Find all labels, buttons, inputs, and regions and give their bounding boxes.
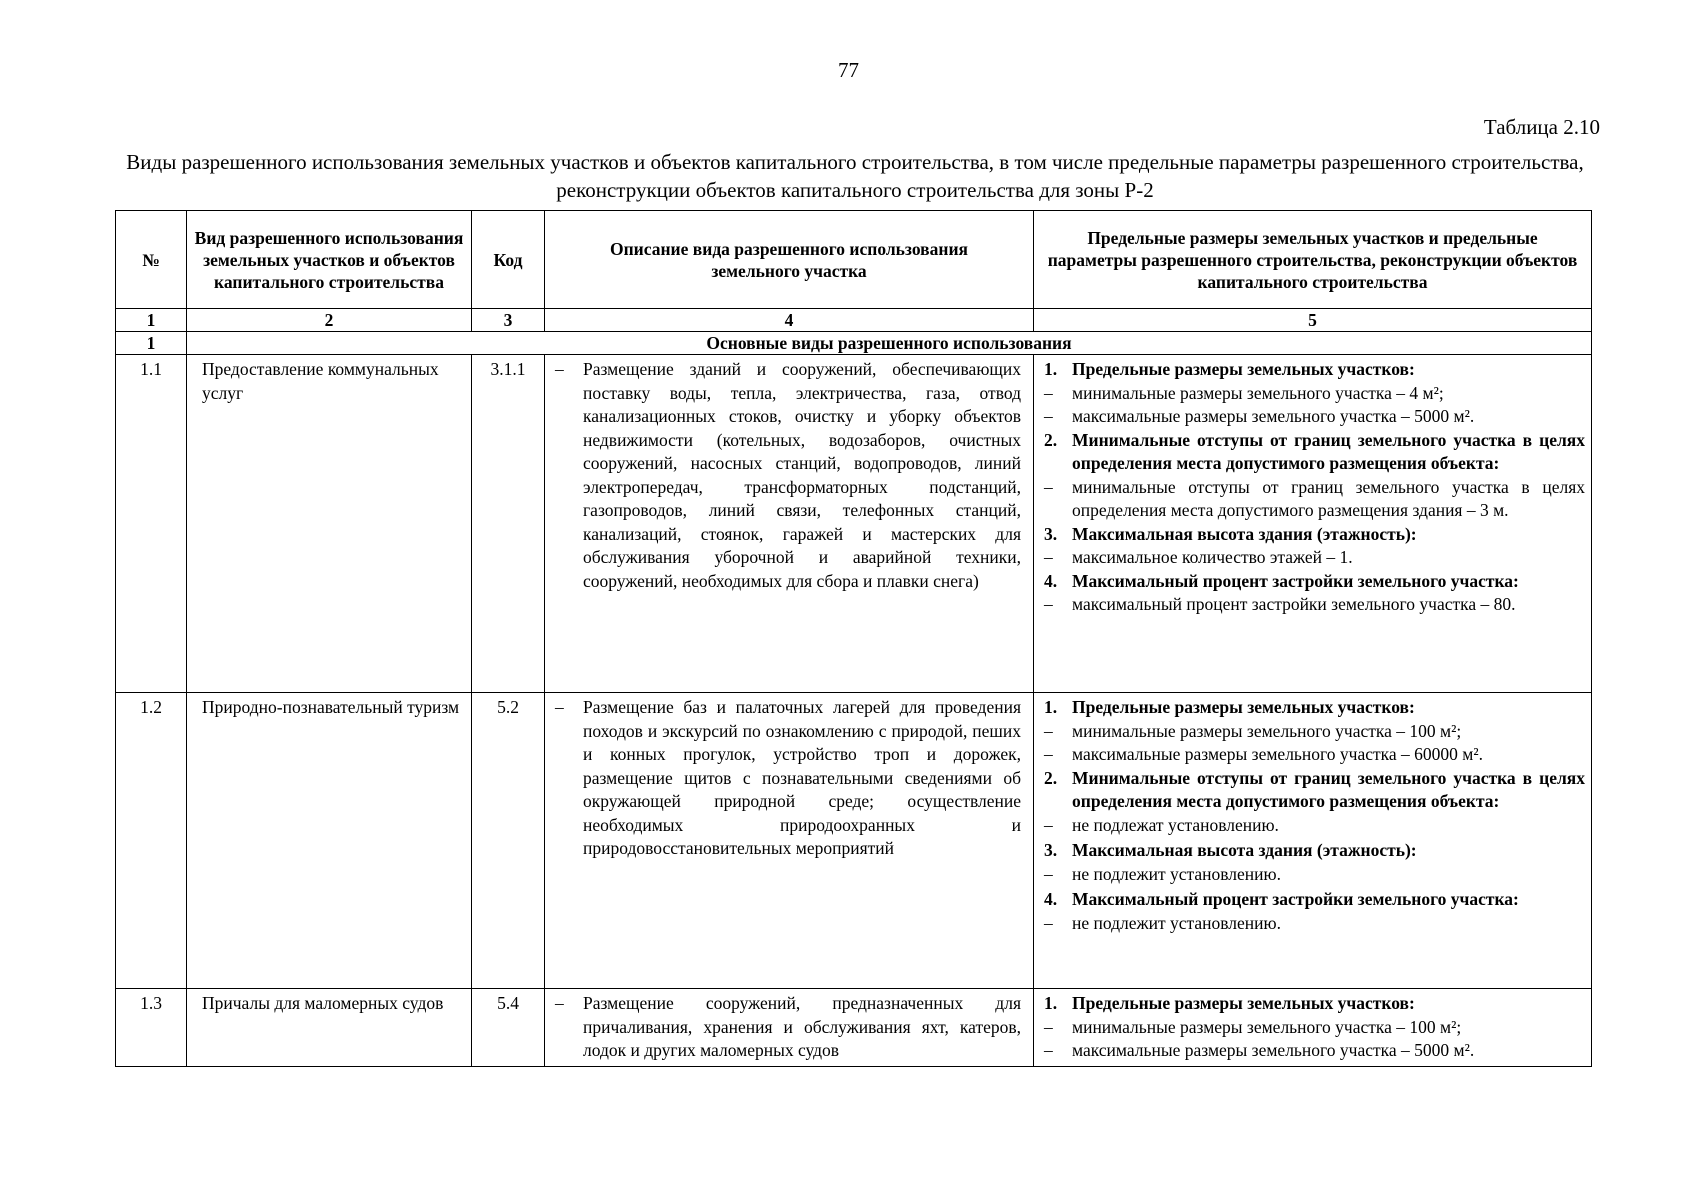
table-row: [116, 355, 1592, 693]
param-item: минимальные размеры земельного участка – 100 м²;: [1072, 720, 1462, 741]
row-description: [545, 693, 1034, 989]
table-row: [116, 693, 1592, 989]
param-heading: Максимальная высота здания (этажность):: [1072, 523, 1417, 544]
param-number: 1.: [1044, 359, 1058, 379]
section-number: 1: [116, 332, 187, 355]
header-params: Предельные размеры земельных участков и предельные параметры разрешенного строительства, реконструкции объектов капитального строительства: [1034, 211, 1592, 309]
header-row: [116, 211, 1592, 309]
row-description: [545, 355, 1034, 693]
param-item: максимальный процент застройки земельного участка – 80.: [1072, 594, 1516, 614]
dash-bullet: –: [555, 697, 564, 717]
param-heading: Предельные размеры земельных участков:: [1072, 993, 1415, 1013]
dash-bullet: –: [555, 993, 564, 1013]
row-number: 1.3: [116, 989, 187, 1067]
row-parameters: [1034, 693, 1592, 989]
param-item: не подлежит установлению.: [1072, 863, 1281, 884]
dash-bullet: –: [1044, 1016, 1053, 1037]
dash-bullet: –: [1044, 406, 1053, 426]
param-item: минимальные размеры земельного участка – 100 м²;: [1072, 1016, 1462, 1037]
param-heading: Максимальная высота здания (этажность):: [1072, 840, 1417, 860]
header-name: Вид разрешенного использования земельных участков и объектов капитального строительства: [187, 211, 472, 309]
dash-bullet: –: [1044, 814, 1053, 835]
col-number: 4: [545, 309, 1034, 332]
param-item: не подлежат установлению.: [1072, 814, 1279, 835]
column-number-row: [116, 309, 1592, 332]
param-item: минимальные отступы от границ земельного участка в целях определения места допустимого размещения здания – 3 м.: [1072, 476, 1585, 520]
param-number: 4.: [1044, 570, 1058, 591]
row-code: 5.4: [472, 989, 545, 1067]
row-name: Причалы для маломерных судов: [187, 989, 472, 1067]
param-number: 3.: [1044, 840, 1058, 860]
param-number: 1.: [1044, 993, 1058, 1013]
section-row: [116, 332, 1592, 355]
dash-bullet: –: [1044, 744, 1053, 764]
dash-bullet: –: [1044, 547, 1053, 567]
param-heading: Минимальные отступы от границ земельного участка в целях определения места допустимого размещения объекта:: [1072, 767, 1585, 811]
dash-bullet: –: [1044, 476, 1053, 497]
param-item: максимальные размеры земельного участка – 5000 м².: [1072, 406, 1475, 426]
col-number: 5: [1034, 309, 1592, 332]
row-description: [545, 989, 1034, 1067]
description-text: Размещение баз и палаточных лагерей для проведения походов и экскурсий по ознакомлению с природой, пеших и конных прогулок, устройство троп и дорожек, размещение щитов с познавательными сведениями об окружающей природной среде; осуществление необходимых природоохранных и природовосстановительных мероприятий: [583, 697, 1021, 858]
dash-bullet: –: [1044, 912, 1053, 933]
param-heading: Максимальный процент застройки земельного участка:: [1072, 889, 1519, 909]
param-heading: Предельные размеры земельных участков:: [1072, 359, 1415, 379]
col-number: 1: [116, 309, 187, 332]
dash-bullet: –: [555, 359, 564, 379]
col-number: 2: [187, 309, 472, 332]
param-item: максимальные размеры земельного участка – 5000 м².: [1072, 1040, 1475, 1060]
dash-bullet: –: [1044, 594, 1053, 614]
zoning-table: [115, 210, 1592, 1067]
param-number: 2.: [1044, 429, 1058, 450]
param-item: максимальные размеры земельного участка – 60000 м².: [1072, 744, 1483, 764]
row-number: 1.2: [116, 693, 187, 989]
param-heading: Минимальные отступы от границ земельного участка в целях определения места допустимого размещения объекта:: [1072, 429, 1585, 473]
description-text: Размещение сооружений, предназначенных для причаливания, хранения и обслуживания яхт, катеров, лодок и других маломерных судов: [583, 993, 1021, 1060]
row-code: 5.2: [472, 693, 545, 989]
param-number: 3.: [1044, 523, 1058, 544]
page-number: 77: [838, 58, 859, 82]
row-number: 1.1: [116, 355, 187, 693]
param-item: максимальное количество этажей – 1.: [1072, 547, 1353, 567]
dash-bullet: –: [1044, 720, 1053, 741]
row-parameters: [1034, 355, 1592, 693]
param-item: не подлежит установлению.: [1072, 912, 1281, 933]
dash-bullet: –: [1044, 863, 1053, 884]
row-code: 3.1.1: [472, 355, 545, 693]
param-heading: Предельные размеры земельных участков:: [1072, 697, 1415, 717]
table-label: Таблица 2.10: [1483, 115, 1600, 139]
param-heading: Максимальный процент застройки земельного участка:: [1072, 570, 1519, 591]
table-caption: Виды разрешенного использования земельных участков и объектов капитального строительства, в том числе предельные параметры разрешенного строительства, реконструкции объектов капитального строительства для зоны Р-2: [126, 150, 1584, 202]
description-text: Размещение зданий и сооружений, обеспечивающих поставку воды, тепла, электричества, газа, отвод канализационных стоков, очистку и уборку объектов недвижимости (котельных, водозаборов, очистных сооружений, насосных станций, водопроводов, линий электропередач, трансформаторных подстанций, газопроводов, линий связи, телефонных станций, канализаций, стоянок, гаражей и мастерских для обслуживания уборочной и аварийной техники, сооружений, необходимых для сбора и плавки снега): [583, 359, 1021, 591]
param-item: минимальные размеры земельного участка – 4 м²;: [1072, 382, 1444, 403]
row-name: Предоставление коммунальных услуг: [187, 355, 472, 693]
param-number: 1.: [1044, 697, 1058, 717]
header-desc: Описание вида разрешенного использования земельного участка: [545, 211, 1034, 309]
header-no: №: [116, 211, 187, 309]
row-name: Природно-познавательный туризм: [187, 693, 472, 989]
dash-bullet: –: [1044, 1040, 1053, 1060]
col-number: 3: [472, 309, 545, 332]
dash-bullet: –: [1044, 382, 1053, 403]
section-title: Основные виды разрешенного использования: [187, 332, 1592, 355]
param-number: 2.: [1044, 767, 1058, 788]
table-row: [116, 989, 1592, 1067]
row-parameters: [1034, 989, 1592, 1067]
param-number: 4.: [1044, 889, 1058, 909]
header-code: Код: [472, 211, 545, 309]
